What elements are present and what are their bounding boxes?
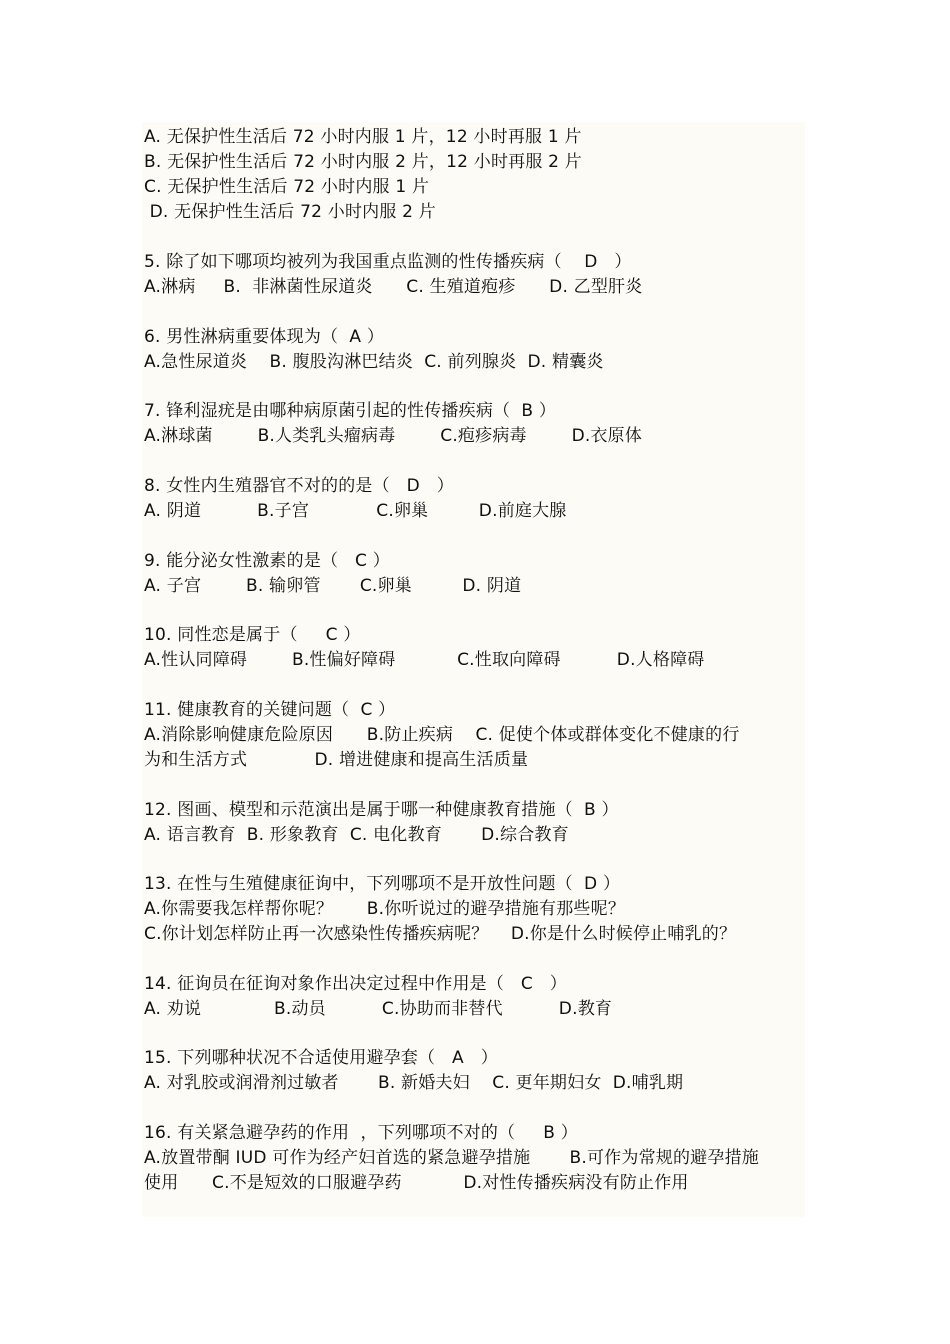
q16-options-line2: 使用 C.不是短效的口服避孕药 D.对性传播疾病没有防止作用 [144, 1173, 689, 1193]
q8-options: A. 阴道 B.子宫 C.卵巢 D.前庭大腺 [144, 501, 567, 521]
q14-question: 14. 征询员在征询对象作出决定过程中作用是（ C ） [144, 974, 567, 994]
q6-question: 6. 男性淋病重要体现为（ A ） [144, 327, 385, 347]
q11-options-line2: 为和生活方式 D. 增进健康和提高生活质量 [144, 750, 529, 770]
q13-options-line2: C.你计划怎样防止再一次感染性传播疾病呢？ D.你是什么时候停止哺乳的？ [144, 924, 737, 944]
q8-question: 8. 女性内生殖器官不对的的是（ D ） [144, 476, 454, 496]
q5-question: 5. 除了如下哪项均被列为我国重点监测的性传播疾病（ D ） [144, 252, 632, 272]
q4-option-d: D. 无保护性生活后 72 小时内服 2 片 [144, 202, 436, 222]
q12-question: 12. 图画、模型和示范演出是属于哪一种健康教育措施（ B ） [144, 800, 619, 820]
q14-options: A. 劝说 B.动员 C.协助而非替代 D.教育 [144, 999, 613, 1019]
q5-options: A.淋病 B. 非淋菌性尿道炎 C. 生殖道疱疹 D. 乙型肝炎 [144, 277, 643, 297]
q6-options: A.急性尿道炎 B. 腹股沟淋巴结炎 C. 前列腺炎 D. 精囊炎 [144, 352, 604, 372]
q9-options: A. 子宫 B. 输卵管 C.卵巢 D. 阴道 [144, 576, 522, 596]
q9-question: 9. 能分泌女性激素的是（ C ） [144, 551, 390, 571]
q13-options-line1: A.你需要我怎样帮你呢？ B.你听说过的避孕措施有那些呢？ [144, 899, 626, 919]
q16-options-line1: A.放置带酮 IUD 可作为经产妇首选的紧急避孕措施 B.可作为常规的避孕措施 [144, 1148, 759, 1168]
q11-question: 11. 健康教育的关键问题（ C ） [144, 700, 396, 720]
q11-options-line1: A.消除影响健康危险原因 B.防止疾病 C. 促使个体或群体变化不健康的行 [144, 725, 740, 745]
q12-options: A. 语言教育 B. 形象教育 C. 电化教育 D.综合教育 [144, 825, 569, 845]
q4-option-a: A. 无保护性生活后 72 小时内服 1 片，12 小时再服 1 片 [144, 127, 582, 147]
q4-option-b: B. 无保护性生活后 72 小时内服 2 片，12 小时再服 2 片 [144, 152, 582, 172]
q10-options: A.性认同障碍 B.性偏好障碍 C.性取向障碍 D.人格障碍 [144, 650, 705, 670]
q4-option-c: C. 无保护性生活后 72 小时内服 1 片 [144, 177, 430, 197]
q16-question: 16. 有关紧急避孕药的作用 ，下列哪项不对的（ B ） [144, 1123, 578, 1143]
q13-question: 13. 在性与生殖健康征询中，下列哪项不是开放性问题（ D ） [144, 874, 621, 894]
q15-question: 15. 下列哪种状况不合适使用避孕套（ A ） [144, 1048, 498, 1068]
q7-question: 7. 锋利湿疣是由哪种病原菌引起的性传播疾病（ B ） [144, 401, 557, 421]
q10-question: 10. 同性恋是属于（ C ） [144, 625, 361, 645]
q7-options: A.淋球菌 B.人类乳头瘤病毒 C.疱疹病毒 D.衣原体 [144, 426, 643, 446]
q15-options: A. 对乳胶或润滑剂过敏者 B. 新婚夫妇 C. 更年期妇女 D.哺乳期 [144, 1073, 684, 1093]
